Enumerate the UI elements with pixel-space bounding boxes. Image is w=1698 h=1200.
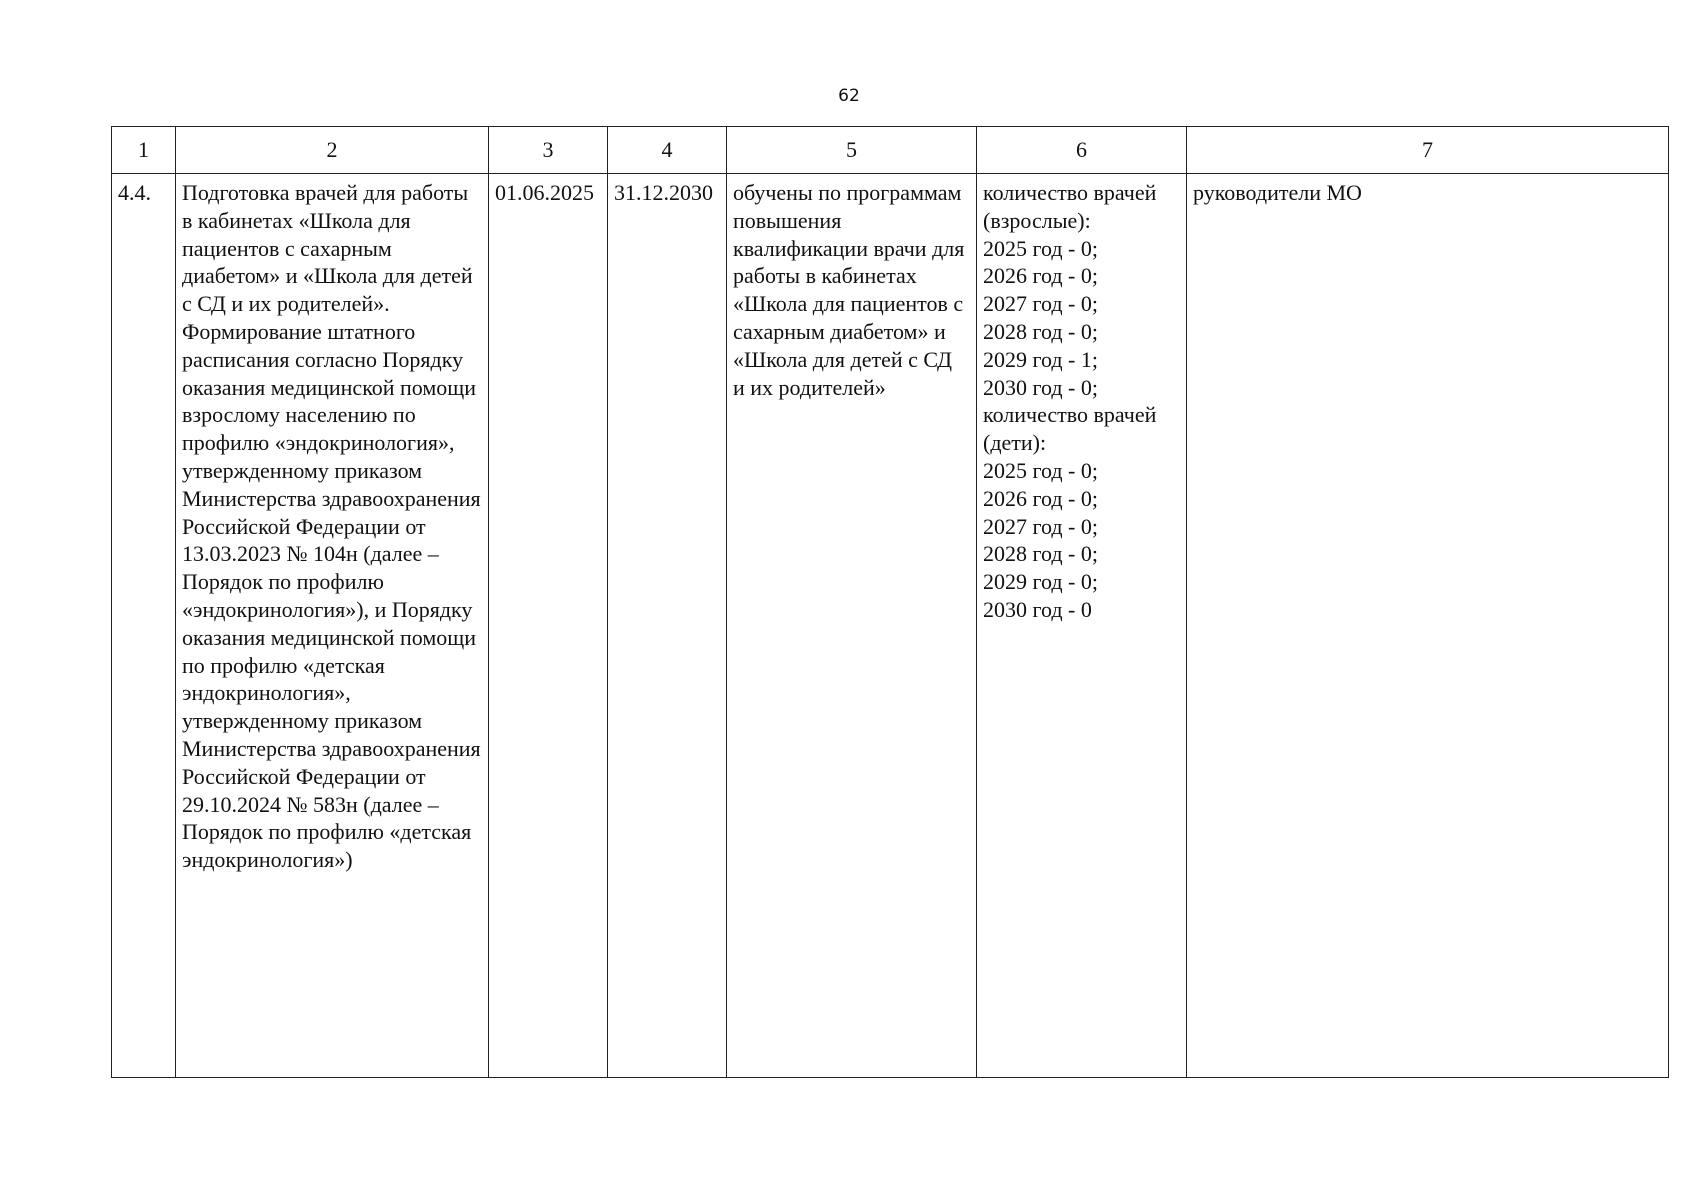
header-cell: 2 (176, 127, 489, 174)
header-cell: 1 (112, 127, 176, 174)
cell-line: Министерства здравоохранения (182, 735, 481, 761)
cell-line: квалификации врачи для (733, 235, 965, 261)
cell-line: Формирование штатного (182, 318, 416, 344)
activity-description (176, 174, 489, 1078)
header-cell: 4 (608, 127, 727, 174)
cell-line: (взрослые): (983, 207, 1091, 233)
cell-line: 2027 год - 0; (983, 513, 1098, 539)
cell-line: Российской Федерации от (182, 763, 426, 789)
cell-line: пациентов с сахарным (182, 235, 392, 261)
cell-line: повышения (733, 207, 842, 233)
cell-line: количество врачей (983, 402, 1157, 428)
cell-line: «эндокринология»), и Порядку (182, 596, 473, 622)
line-list (182, 179, 482, 874)
cell-line: и их родителей» (733, 374, 886, 400)
cell-line: 2028 год - 0; (983, 541, 1098, 567)
table-row (112, 174, 1669, 1078)
cell-line: 2026 год - 0; (983, 485, 1098, 511)
cell-line: сахарным диабетом» и (733, 318, 946, 344)
cell-line: обучены по программам (733, 180, 962, 205)
cell-line: количество врачей (983, 180, 1157, 205)
cell-line: «Школа для детей с СД (733, 346, 952, 372)
header-cell: 6 (977, 127, 1187, 174)
cell-line: оказания медицинской помощи (182, 624, 477, 650)
cell-line: работы в кабинетах (733, 263, 917, 289)
end-date: 31.12.2030 (608, 174, 727, 1078)
cell-line: «Школа для пациентов с (733, 291, 964, 317)
cell-line: утвержденному приказом (182, 457, 423, 483)
cell-line: 29.10.2024 № 583н (далее – (182, 791, 439, 817)
cell-line: Порядок по профилю «детская (182, 819, 472, 845)
cell-line: эндокринология», (182, 680, 351, 706)
header-cell: 7 (1187, 127, 1669, 174)
page-number: 62 (838, 86, 860, 106)
start-date: 01.06.2025 (489, 174, 608, 1078)
cell-line: 2028 год - 0; (983, 318, 1098, 344)
cell-line: (дети): (983, 430, 1047, 456)
cell-line: эндокринология») (182, 847, 353, 873)
cell-line: 2025 год - 0; (983, 457, 1098, 483)
cell-line: 2030 год - 0 (983, 596, 1092, 622)
cell-line: Порядок по профилю (182, 569, 384, 595)
cell-line: Российской Федерации от (182, 513, 426, 539)
cell-line: диабетом» и «Школа для детей (182, 263, 473, 289)
cell-line: взрослому населению по (182, 402, 416, 428)
cell-line: расписания согласно Порядку (182, 346, 464, 372)
cell-line: с СД и их родителей». (182, 291, 390, 317)
cell-line: 2026 год - 0; (983, 263, 1098, 289)
cell-line: 2027 год - 0; (983, 291, 1098, 317)
line-list (983, 179, 1180, 624)
cell-line: по профилю «детская (182, 652, 385, 678)
header-row (112, 127, 1669, 174)
header-cell: 3 (489, 127, 608, 174)
cell-line: в кабинетах «Школа для (182, 207, 411, 233)
indicators (977, 174, 1187, 1078)
plan-table (111, 126, 1669, 1078)
expected-result (727, 174, 977, 1078)
cell-line: 2029 год - 1; (983, 346, 1098, 372)
header-cell: 5 (727, 127, 977, 174)
line-list (733, 179, 970, 401)
cell-line: 2029 год - 0; (983, 569, 1098, 595)
cell-line: Подготовка врачей для работы (182, 180, 469, 205)
cell-line: 13.03.2023 № 104н (далее – (182, 541, 439, 567)
row-number: 4.4. (112, 174, 176, 1078)
cell-line: Министерства здравоохранения (182, 485, 481, 511)
cell-line: оказания медицинской помощи (182, 374, 477, 400)
cell-line: утвержденному приказом (182, 708, 423, 734)
cell-line: профилю «эндокринология», (182, 430, 455, 456)
cell-line: 2030 год - 0; (983, 374, 1098, 400)
responsible: руководители МО (1187, 174, 1669, 1078)
cell-line: 2025 год - 0; (983, 235, 1098, 261)
